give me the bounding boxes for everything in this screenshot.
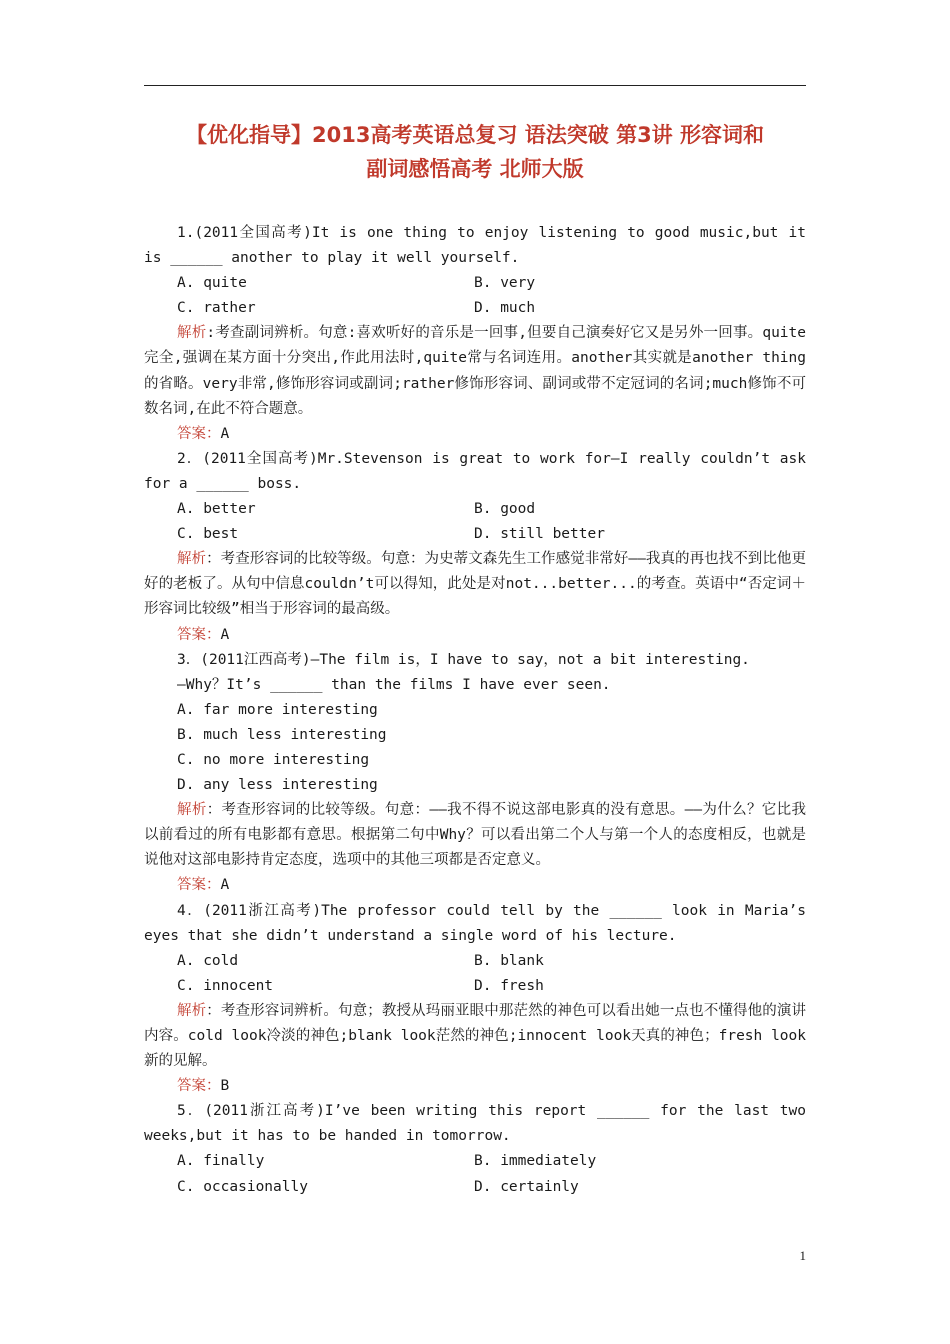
question-2-option-a: A. better (177, 501, 256, 518)
question-1-option-b: B. very (474, 275, 536, 292)
question-3-answer: 答案：A (177, 877, 230, 894)
question-2-option-c: C. best (177, 526, 239, 543)
question-1-option-c: C. rather (177, 300, 256, 317)
question-5-option-a: A. finally (177, 1153, 265, 1170)
question-5-options-row-1 (144, 1149, 806, 1174)
answer-label: 答案： (177, 1078, 221, 1095)
question-4-options-row-1 (144, 949, 806, 974)
question-2-options-row-2 (144, 522, 806, 547)
page-number: 1 (799, 1248, 806, 1263)
question-3-option-b: B. much less interesting (177, 726, 387, 743)
answer-label: 答案： (177, 877, 221, 894)
question-1-analysis: 解析:考查副词辨析。句意:喜欢听好的音乐是一回事,但要自己演奏好它又是另外一回事。quite完全,强调在某方面十分突出,作此用法时,quite常与名词连用。another其实就是another thing的省略。very非常,修饰形容词或副词;rather修饰形容词、副词或带不定冠词的名词;much修饰不可数名词,在此不符合题意。 (144, 325, 806, 417)
question-5-options-row-2 (144, 1175, 806, 1200)
analysis-label: 解析 (177, 325, 207, 342)
question-3-stem: 3．(2011江西高考)—The film is，I have to say，not a bit interesting. (177, 651, 750, 668)
analysis-label: 解析 (177, 551, 207, 568)
question-4-answer: 答案：B (177, 1078, 230, 1095)
document-body (144, 221, 806, 1200)
question-1-answer: 答案：A (177, 425, 230, 442)
document-title (144, 118, 806, 186)
question-5-stem: 5．(2011浙江高考)I’ve been writing this report ______ for the last two weeks,but it has to be handed in tomorrow. (144, 1103, 806, 1145)
question-4-option-d: D. fresh (474, 977, 544, 994)
analysis-label: 解析 (177, 802, 207, 819)
question-2-analysis: 解析：考查形容词的比较等级。句意：为史蒂文森先生工作感觉非常好——我真的再也找不到比他更好的老板了。从句中信息couldn’t可以得知，此处是对not...better...的考查。英语中“否定词＋形容词比较级”相当于形容词的最高级。 (144, 551, 806, 618)
question-3-option-d: D. any less interesting (177, 777, 378, 794)
question-1-options-row-1 (144, 271, 806, 296)
question-2-option-b: B. good (474, 501, 536, 518)
question-2-option-d: D. still better (474, 526, 605, 543)
question-2-stem: 2．(2011全国高考)Mr.Stevenson is great to work for—I really couldn’t ask for a ______ boss. (144, 450, 806, 492)
analysis-label: 解析 (177, 1002, 207, 1019)
question-5-option-d: D. certainly (474, 1178, 579, 1195)
header-rule (144, 85, 806, 86)
question-4-analysis: 解析：考查形容词辨析。句意；教授从玛丽亚眼中那茫然的神色可以看出她一点也不懂得他的演讲内容。cold look冷淡的神色;blank look茫然的神色;innocent look天真的神色；fresh look新的见解。 (144, 1002, 806, 1070)
question-3-analysis: 解析：考查形容词的比较等级。句意：——我不得不说这部电影真的没有意思。——为什么？它比我以前看过的所有电影都有意思。根据第二句中Why？可以看出第二个人与第一个人的态度相反，也就是说他对这部电影持肯定态度，选项中的其他三项都是否定意义。 (144, 802, 806, 869)
question-1-options-row-2 (144, 296, 806, 321)
answer-label: 答案： (177, 626, 221, 643)
question-5-option-b: B. immediately (474, 1153, 597, 1170)
question-3-stem-line-2: —Why？It’s ______ than the films I have ever seen. (177, 676, 611, 693)
question-5-option-c: C. occasionally (177, 1178, 308, 1195)
question-4-option-b: B. blank (474, 952, 544, 969)
question-4-stem: 4．(2011浙江高考)The professor could tell by the ______ look in Maria’s eyes that she didn’t understand a single word of his lecture. (144, 902, 806, 944)
question-2-options-row-1 (144, 497, 806, 522)
question-1-option-d: D. much (474, 300, 536, 317)
title-line-2: 副词感悟高考 北师大版 (366, 157, 584, 181)
question-4-options-row-2 (144, 974, 806, 999)
question-3-option-a: A. far more interesting (177, 701, 378, 718)
question-2-answer: 答案：A (177, 626, 230, 643)
question-1-option-a: A. quite (177, 275, 247, 292)
question-3-option-c: C. no more interesting (177, 751, 370, 768)
answer-label: 答案： (177, 425, 221, 442)
title-line-1: 【优化指导】2013高考英语总复习 语法突破 第3讲 形容词和 (186, 123, 764, 147)
question-4-option-c: C. innocent (177, 977, 274, 994)
question-4-option-a: A. cold (177, 952, 239, 969)
question-1-stem: 1.(2011全国高考)It is one thing to enjoy listening to good music,but it is ______ another to play it well yourself. (144, 225, 806, 267)
